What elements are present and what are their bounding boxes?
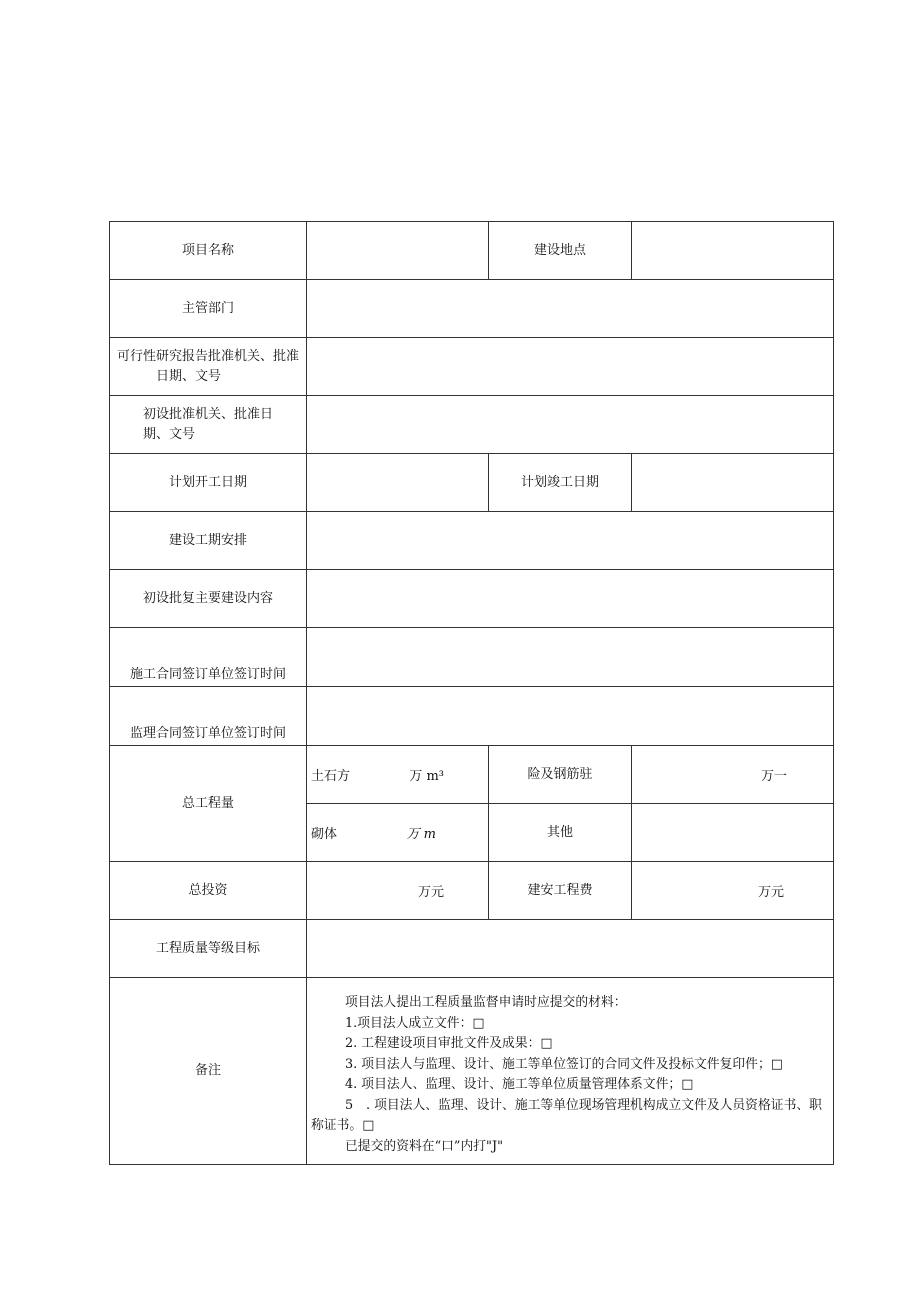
remarks-intro: 项目法人提出工程质量监督申请时应提交的材料：	[345, 995, 627, 1010]
plan-finish-field[interactable]	[632, 454, 834, 512]
prelim-approval-field[interactable]	[307, 396, 834, 454]
plan-start-field[interactable]	[307, 454, 489, 512]
location-field[interactable]	[632, 222, 834, 280]
remarks-item-5: 5 . 项目法人、监理、设计、施工等单位现场管理机构成立文件及人员资格证书、职称证书。□	[311, 1097, 822, 1133]
schedule-field[interactable]	[307, 512, 834, 570]
total-investment-cell[interactable]	[307, 862, 489, 920]
remarks-footer: 已提交的资料在“口”内打"J"	[345, 1138, 503, 1154]
feasibility-label-line1: 可行性研究报告批准机关、批准	[116, 348, 299, 364]
prelim-label-line1: 初设批准机关、批准日	[142, 406, 273, 422]
quality-target-field[interactable]	[307, 920, 834, 978]
supervision-contract-label: 监理合同签订单位签订时间	[110, 687, 307, 746]
remarks-item-4: 4. 项目法人、监理、设计、施工等单位质量管理体系文件；□	[345, 1077, 694, 1092]
remarks-item-1: 1.项目法人成立文件：□	[345, 1015, 485, 1031]
install-cost-label: 建安工程费	[489, 862, 632, 920]
department-field[interactable]	[307, 280, 834, 338]
masonry-cell[interactable]	[307, 804, 489, 862]
prelim-content-field[interactable]	[307, 570, 834, 628]
remarks-item-2: 2. 工程建设项目审批文件及成果：□	[345, 1036, 553, 1051]
earthwork-label: 土石方	[311, 769, 351, 784]
install-cost-cell[interactable]	[632, 862, 834, 920]
plan-finish-label: 计划竣工日期	[489, 454, 632, 512]
prelim-approval-label	[110, 396, 307, 454]
masonry-label: 砌体	[311, 827, 338, 842]
concrete-unit: 万一	[760, 769, 787, 784]
total-investment-unit: 万元	[417, 885, 444, 900]
remarks-label: 备注	[110, 978, 307, 1165]
other-label: 其他	[489, 804, 632, 862]
remarks-cell	[307, 978, 834, 1165]
masonry-unit: 万 m	[406, 827, 436, 842]
quality-supervision-form	[109, 221, 834, 1165]
prelim-label-line2: 期、文号	[142, 426, 195, 442]
earthwork-cell[interactable]	[307, 746, 489, 804]
prelim-content-label: 初设批复主要建设内容	[110, 570, 307, 628]
install-cost-unit: 万元	[757, 885, 784, 900]
concrete-cell[interactable]	[632, 746, 834, 804]
construction-contract-label: 施工合同签订单位签订时间	[110, 628, 307, 687]
feasibility-label	[110, 338, 307, 396]
remarks-item-3: 3. 项目法人与监理、设计、施工等单位签订的合同文件及投标文件复印件；□	[345, 1056, 783, 1072]
feasibility-field[interactable]	[307, 338, 834, 396]
construction-contract-field[interactable]	[307, 628, 834, 687]
remarks-list	[307, 979, 833, 1163]
department-label: 主管部门	[110, 280, 307, 338]
project-name-label: 项目名称	[110, 222, 307, 280]
total-quantity-label: 总工程量	[110, 746, 307, 862]
other-field[interactable]	[632, 804, 834, 862]
feasibility-label-line2: 日期、文号	[155, 368, 221, 384]
schedule-label: 建设工期安排	[110, 512, 307, 570]
earthwork-unit: 万 m³	[409, 769, 444, 784]
concrete-label: 险及钢筋驻	[489, 746, 632, 804]
quality-target-label: 工程质量等级目标	[110, 920, 307, 978]
project-name-field[interactable]	[307, 222, 489, 280]
total-investment-label: 总投资	[110, 862, 307, 920]
plan-start-label: 计划开工日期	[110, 454, 307, 512]
location-label: 建设地点	[489, 222, 632, 280]
supervision-contract-field[interactable]	[307, 687, 834, 746]
